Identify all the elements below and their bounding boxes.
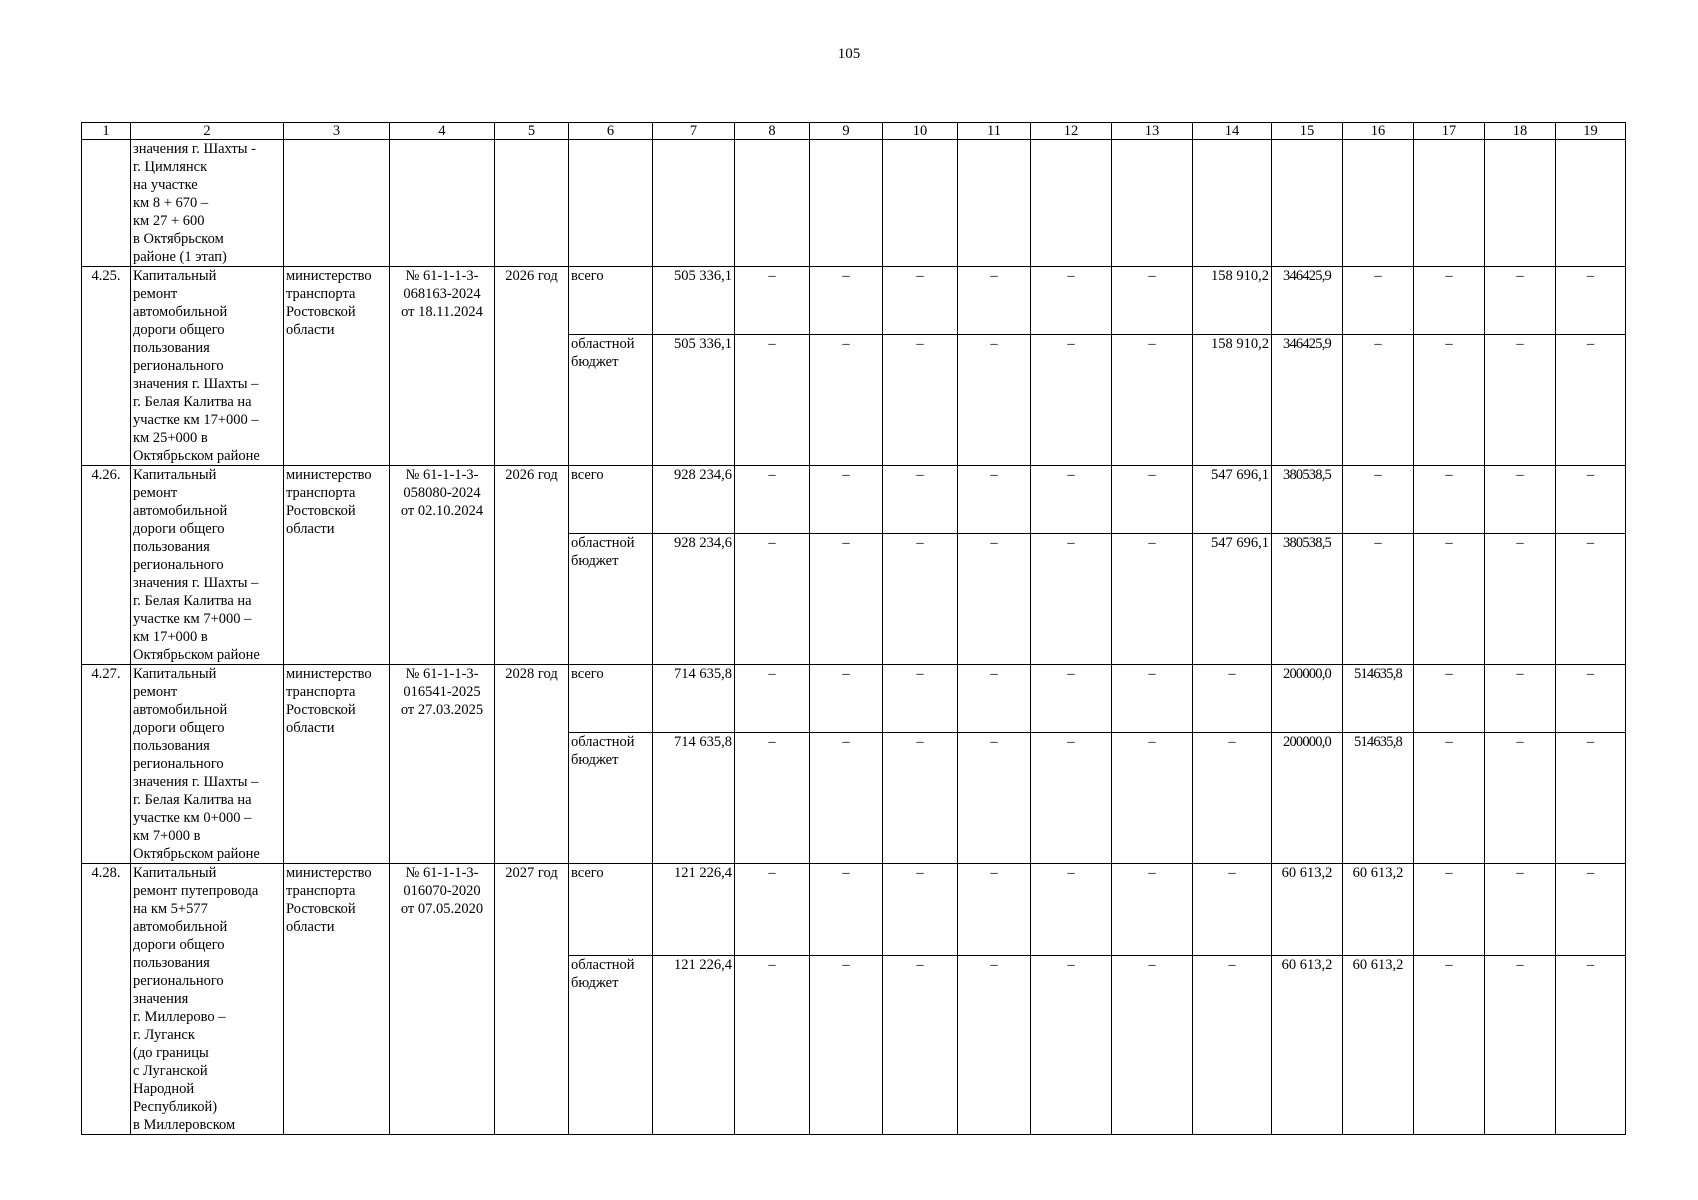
funding-source-cell <box>569 665 653 733</box>
text-line: областной <box>571 733 635 750</box>
value-col-10: – <box>883 864 958 956</box>
value-col-10: – <box>883 267 958 335</box>
value-col-11: – <box>958 533 1031 664</box>
value-col-10: – <box>883 955 958 1134</box>
value-col-18: – <box>1485 267 1556 335</box>
text-line: министерство <box>286 467 372 483</box>
funding-source-cell <box>569 533 653 664</box>
value-col-16: – <box>1343 533 1414 664</box>
text-line: г. Белая Калитва на <box>133 394 252 410</box>
text-line: всего <box>571 865 604 881</box>
value-col-16: – <box>1343 466 1414 534</box>
text-line: Капитальный <box>133 268 217 284</box>
text-line: км 27 + 600 <box>133 213 205 229</box>
value-col-13: – <box>1112 466 1193 534</box>
empty-cell <box>883 140 958 267</box>
value-col-19: – <box>1556 732 1626 863</box>
year-cell: 2026 год <box>495 466 569 665</box>
value-col-18: – <box>1485 466 1556 534</box>
value-col-9: – <box>810 533 883 664</box>
value-col-13: – <box>1112 864 1193 956</box>
text-line: Народной <box>133 1081 195 1097</box>
value-col-16: – <box>1343 334 1414 465</box>
column-header-19: 19 <box>1556 123 1626 140</box>
funding-source-cell <box>569 955 653 1134</box>
value-col-18: – <box>1485 533 1556 664</box>
text-line: дороги общего <box>133 720 225 736</box>
value-col-7: 714 635,8 <box>653 665 735 733</box>
value-col-15: 346425,9 <box>1272 267 1343 335</box>
value-col-8: – <box>735 955 810 1134</box>
text-line: областной <box>571 956 635 973</box>
financing-table <box>81 122 1626 1135</box>
funding-source-cell <box>569 267 653 335</box>
column-header-4: 4 <box>390 123 495 140</box>
text-line: бюджет <box>571 974 619 991</box>
text-line: автомобильной <box>133 702 228 718</box>
text-line: транспорта <box>286 684 356 700</box>
text-line: значения г. Шахты - <box>133 141 256 157</box>
funding-source-cell <box>569 466 653 534</box>
value-col-14: – <box>1193 864 1272 956</box>
column-header-2: 2 <box>131 123 284 140</box>
column-header-1: 1 <box>82 123 131 140</box>
text-line: участке км 7+000 – <box>133 611 252 627</box>
value-col-13: – <box>1112 334 1193 465</box>
table-body <box>82 123 1626 1135</box>
text-line: всего <box>571 268 604 284</box>
expertise-doc-cell <box>390 864 495 1135</box>
expertise-doc-cell <box>390 665 495 864</box>
value-col-14: 547 696,1 <box>1193 533 1272 664</box>
empty-cell <box>735 140 810 267</box>
page-number: 105 <box>837 46 861 62</box>
value-col-17: – <box>1414 267 1485 335</box>
text-line: дороги общего <box>133 521 225 537</box>
column-header-3: 3 <box>284 123 390 140</box>
column-header-7: 7 <box>653 123 735 140</box>
value-col-13: – <box>1112 533 1193 664</box>
value-col-14: – <box>1193 665 1272 733</box>
text-line: 068163-2024 <box>403 286 481 302</box>
text-line: км 17+000 в <box>133 629 208 645</box>
text-line: Октябрьском районе <box>133 846 260 862</box>
value-col-16: 514635,8 <box>1343 732 1414 863</box>
text-line: районе (1 этап) <box>133 249 227 265</box>
text-line: автомобильной <box>133 304 228 320</box>
text-line: значения г. Шахты – <box>133 376 259 392</box>
empty-cell <box>1556 140 1626 267</box>
value-col-17: – <box>1414 466 1485 534</box>
row-number: 4.28. <box>82 864 131 1135</box>
value-col-11: – <box>958 864 1031 956</box>
text-line: регионального <box>133 756 224 772</box>
value-col-17: – <box>1414 334 1485 465</box>
text-line: министерство <box>286 268 372 284</box>
text-line: № 61-1-1-3- <box>405 666 479 682</box>
year-cell: 2027 год <box>495 864 569 1135</box>
value-col-15: 380538,5 <box>1272 466 1343 534</box>
column-header-5: 5 <box>495 123 569 140</box>
text-line: областной <box>571 335 635 352</box>
value-col-11: – <box>958 466 1031 534</box>
text-line: области <box>286 521 335 537</box>
value-col-18: – <box>1485 334 1556 465</box>
value-col-17: – <box>1414 665 1485 733</box>
value-col-9: – <box>810 334 883 465</box>
value-col-18: – <box>1485 864 1556 956</box>
empty-cell <box>1414 140 1485 267</box>
year-cell: 2028 год <box>495 665 569 864</box>
value-col-14: – <box>1193 732 1272 863</box>
value-col-11: – <box>958 955 1031 1134</box>
value-col-19: – <box>1556 533 1626 664</box>
table-row <box>82 267 1626 335</box>
funding-source-cell <box>569 732 653 863</box>
text-line: с Луганской <box>133 1063 208 1079</box>
empty-cell <box>1485 140 1556 267</box>
value-col-7: 121 226,4 <box>653 955 735 1134</box>
value-col-15: 200000,0 <box>1272 665 1343 733</box>
value-col-7: 714 635,8 <box>653 732 735 863</box>
text-line: ремонт путепровода <box>133 883 259 899</box>
value-col-19: – <box>1556 955 1626 1134</box>
column-header-11: 11 <box>958 123 1031 140</box>
text-line: всего <box>571 666 604 682</box>
text-line: № 61-1-1-3- <box>405 268 479 284</box>
text-line: г. Белая Калитва на <box>133 593 252 609</box>
value-col-8: – <box>735 466 810 534</box>
value-col-12: – <box>1031 665 1112 733</box>
row-number: 4.26. <box>82 466 131 665</box>
text-line: 016541-2025 <box>403 684 481 700</box>
text-line: областной <box>571 534 635 551</box>
text-line: пользования <box>133 539 210 555</box>
text-line: бюджет <box>571 353 619 370</box>
value-col-15: 200000,0 <box>1272 732 1343 863</box>
responsible-org-cell <box>284 665 390 864</box>
value-col-16: 514635,8 <box>1343 665 1414 733</box>
value-col-9: – <box>810 864 883 956</box>
expertise-doc-cell <box>390 267 495 466</box>
column-header-10: 10 <box>883 123 958 140</box>
value-col-12: – <box>1031 267 1112 335</box>
text-line: дороги общего <box>133 322 225 338</box>
empty-cell <box>495 140 569 267</box>
column-header-14: 14 <box>1193 123 1272 140</box>
text-line: Республикой) <box>133 1099 218 1115</box>
value-col-11: – <box>958 665 1031 733</box>
text-line: участке км 0+000 – <box>133 810 252 826</box>
value-col-16: 60 613,2 <box>1343 864 1414 956</box>
value-col-18: – <box>1485 955 1556 1134</box>
column-header-9: 9 <box>810 123 883 140</box>
value-col-10: – <box>883 334 958 465</box>
value-col-17: – <box>1414 533 1485 664</box>
value-col-9: – <box>810 267 883 335</box>
value-col-10: – <box>883 533 958 664</box>
empty-cell <box>1193 140 1272 267</box>
text-line: в Миллеровском <box>133 1117 236 1133</box>
column-header-12: 12 <box>1031 123 1112 140</box>
column-header-18: 18 <box>1485 123 1556 140</box>
text-line: в Октябрьском <box>133 231 224 247</box>
text-line: км 7+000 в <box>133 828 201 844</box>
responsible-org-cell <box>284 466 390 665</box>
text-line: транспорта <box>286 485 356 501</box>
value-col-13: – <box>1112 732 1193 863</box>
responsible-org-cell <box>284 864 390 1135</box>
text-line: ремонт <box>133 286 178 302</box>
text-line: (до границы <box>133 1045 209 1061</box>
text-line: области <box>286 720 335 736</box>
object-name-cell <box>131 140 284 267</box>
continuation-row <box>82 140 1626 267</box>
text-line: км 8 + 670 – <box>133 195 209 211</box>
text-line: от 18.11.2024 <box>401 304 483 320</box>
column-header-6: 6 <box>569 123 653 140</box>
funding-source-cell <box>569 334 653 465</box>
value-col-8: – <box>735 533 810 664</box>
text-line: области <box>286 322 335 338</box>
value-col-17: – <box>1414 864 1485 956</box>
text-line: 016070-2020 <box>403 883 481 899</box>
value-col-8: – <box>735 732 810 863</box>
empty-cell <box>958 140 1031 267</box>
text-line: г. Цимлянск <box>133 159 208 175</box>
table-row <box>82 864 1626 956</box>
column-header-16: 16 <box>1343 123 1414 140</box>
empty-cell <box>653 140 735 267</box>
empty-cell <box>82 140 131 267</box>
text-line: участке км 17+000 – <box>133 412 259 428</box>
value-col-10: – <box>883 665 958 733</box>
text-line: министерство <box>286 865 372 881</box>
empty-cell <box>810 140 883 267</box>
value-col-11: – <box>958 267 1031 335</box>
text-line: на участке <box>133 177 198 193</box>
column-header-13: 13 <box>1112 123 1193 140</box>
value-col-13: – <box>1112 665 1193 733</box>
value-col-10: – <box>883 466 958 534</box>
text-line: автомобильной <box>133 503 228 519</box>
empty-cell <box>390 140 495 267</box>
column-header-15: 15 <box>1272 123 1343 140</box>
value-col-7: 505 336,1 <box>653 267 735 335</box>
text-line: Октябрьском районе <box>133 448 260 464</box>
text-line: всего <box>571 467 604 483</box>
value-col-19: – <box>1556 334 1626 465</box>
text-line: регионального <box>133 557 224 573</box>
text-line: Ростовской <box>286 901 356 917</box>
value-col-16: 60 613,2 <box>1343 955 1414 1134</box>
object-name-cell <box>131 466 284 665</box>
value-col-7: 928 234,6 <box>653 466 735 534</box>
value-col-10: – <box>883 732 958 863</box>
value-col-14: 158 910,2 <box>1193 334 1272 465</box>
value-col-7: 928 234,6 <box>653 533 735 664</box>
value-col-9: – <box>810 466 883 534</box>
text-line: пользования <box>133 738 210 754</box>
text-line: на км 5+577 <box>133 901 208 917</box>
value-col-8: – <box>735 665 810 733</box>
value-col-11: – <box>958 334 1031 465</box>
text-line: Капитальный <box>133 865 217 881</box>
value-col-19: – <box>1556 466 1626 534</box>
text-line: от 07.05.2020 <box>400 901 484 917</box>
value-col-9: – <box>810 732 883 863</box>
text-line: от 27.03.2025 <box>400 702 484 718</box>
row-number: 4.27. <box>82 665 131 864</box>
value-col-9: – <box>810 665 883 733</box>
text-line: от 02.10.2024 <box>400 503 484 519</box>
value-col-18: – <box>1485 732 1556 863</box>
text-line: значения г. Шахты – <box>133 575 259 591</box>
value-col-16: – <box>1343 267 1414 335</box>
text-line: Ростовской <box>286 702 356 718</box>
text-line: области <box>286 919 335 935</box>
table-row <box>82 466 1626 534</box>
value-col-12: – <box>1031 732 1112 863</box>
object-name-cell <box>131 665 284 864</box>
text-line: Капитальный <box>133 666 217 682</box>
text-line: Октябрьском районе <box>133 647 260 663</box>
text-line: Ростовской <box>286 503 356 519</box>
text-line: № 61-1-1-3- <box>405 865 479 881</box>
column-number-row <box>82 123 1626 140</box>
empty-cell <box>1031 140 1112 267</box>
text-line: 058080-2024 <box>403 485 481 501</box>
text-line: бюджет <box>571 751 619 768</box>
text-line: ремонт <box>133 485 178 501</box>
value-col-14: 547 696,1 <box>1193 466 1272 534</box>
row-number: 4.25. <box>82 267 131 466</box>
table-row <box>82 665 1626 733</box>
empty-cell <box>569 140 653 267</box>
empty-cell <box>1112 140 1193 267</box>
value-col-7: 505 336,1 <box>653 334 735 465</box>
text-line: дороги общего <box>133 937 225 953</box>
responsible-org-cell <box>284 267 390 466</box>
text-line: регионального <box>133 358 224 374</box>
text-line: г. Белая Калитва на <box>133 792 252 808</box>
column-header-17: 17 <box>1414 123 1485 140</box>
text-line: пользования <box>133 340 210 356</box>
value-col-8: – <box>735 267 810 335</box>
value-col-13: – <box>1112 267 1193 335</box>
value-col-12: – <box>1031 466 1112 534</box>
value-col-17: – <box>1414 732 1485 863</box>
value-col-9: – <box>810 955 883 1134</box>
text-line: км 25+000 в <box>133 430 208 446</box>
text-line: № 61-1-1-3- <box>405 467 479 483</box>
funding-source-cell <box>569 864 653 956</box>
value-col-15: 60 613,2 <box>1272 864 1343 956</box>
value-col-12: – <box>1031 864 1112 956</box>
text-line: г. Миллерово – <box>133 1009 226 1025</box>
value-col-8: – <box>735 334 810 465</box>
column-header-8: 8 <box>735 123 810 140</box>
text-line: ремонт <box>133 684 178 700</box>
empty-cell <box>1343 140 1414 267</box>
value-col-12: – <box>1031 955 1112 1134</box>
value-col-15: 60 613,2 <box>1272 955 1343 1134</box>
value-col-11: – <box>958 732 1031 863</box>
value-col-13: – <box>1112 955 1193 1134</box>
text-line: автомобильной <box>133 919 228 935</box>
value-col-7: 121 226,4 <box>653 864 735 956</box>
value-col-18: – <box>1485 665 1556 733</box>
value-col-8: – <box>735 864 810 956</box>
value-col-12: – <box>1031 533 1112 664</box>
object-name-cell <box>131 267 284 466</box>
empty-cell <box>1272 140 1343 267</box>
text-line: Ростовской <box>286 304 356 320</box>
value-col-12: – <box>1031 334 1112 465</box>
expertise-doc-cell <box>390 466 495 665</box>
value-col-17: – <box>1414 955 1485 1134</box>
text-line: г. Луганск <box>133 1027 195 1043</box>
object-name-cell <box>131 864 284 1135</box>
text-line: пользования <box>133 955 210 971</box>
empty-cell <box>284 140 390 267</box>
text-line: транспорта <box>286 883 356 899</box>
year-cell: 2026 год <box>495 267 569 466</box>
value-col-15: 380538,5 <box>1272 533 1343 664</box>
value-col-14: 158 910,2 <box>1193 267 1272 335</box>
text-line: транспорта <box>286 286 356 302</box>
text-line: значения <box>133 991 189 1007</box>
text-line: Капитальный <box>133 467 217 483</box>
value-col-15: 346425,9 <box>1272 334 1343 465</box>
text-line: министерство <box>286 666 372 682</box>
value-col-19: – <box>1556 665 1626 733</box>
value-col-19: – <box>1556 267 1626 335</box>
text-line: регионального <box>133 973 224 989</box>
value-col-14: – <box>1193 955 1272 1134</box>
text-line: бюджет <box>571 552 619 569</box>
value-col-19: – <box>1556 864 1626 956</box>
text-line: значения г. Шахты – <box>133 774 259 790</box>
